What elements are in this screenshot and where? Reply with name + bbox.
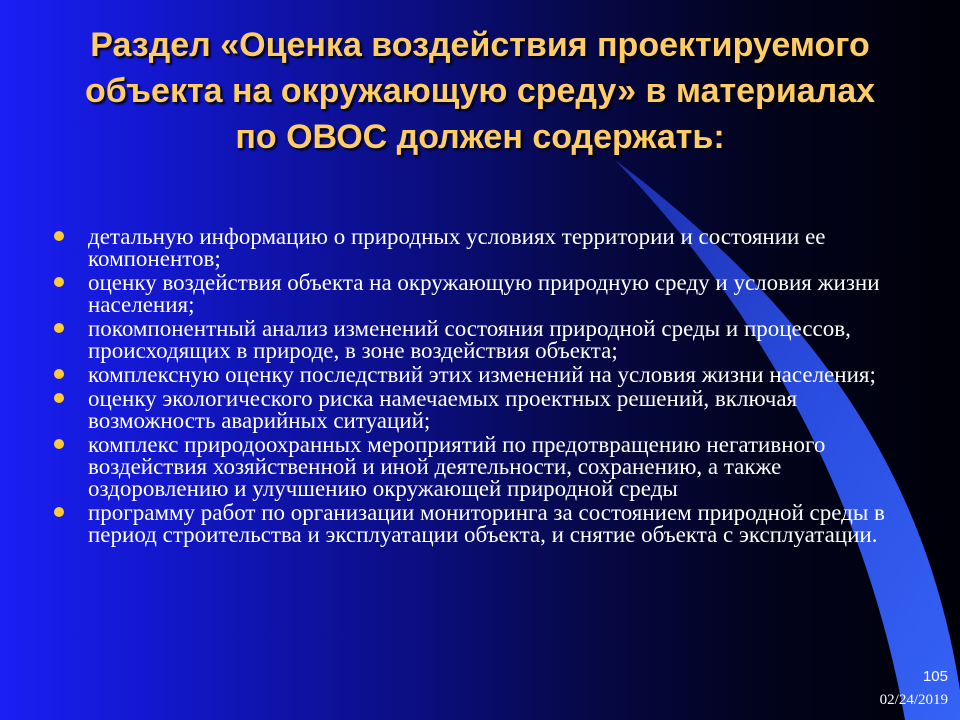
- list-item: [46, 434, 926, 500]
- bullet-dot-icon: [54, 231, 64, 241]
- list-item: [46, 388, 926, 432]
- bullet-text: оценку воздействия объекта на окружающую природную среду и условия жизни населения;: [88, 270, 880, 317]
- page-number: 105: [922, 668, 948, 685]
- list-item: [46, 502, 926, 546]
- bullet-text: комплексную оценку последствий этих изменений на условия жизни населения;: [88, 362, 876, 387]
- bullet-list: [46, 226, 926, 548]
- list-item: [46, 272, 926, 316]
- bullet-dot-icon: [54, 323, 64, 333]
- bullet-dot-icon: [54, 393, 64, 403]
- bullet-dot-icon: [54, 277, 64, 287]
- bullet-text: покомпонентный анализ изменений состояния природной среды и процессов, происходящих в природе, в зоне воздействия объекта;: [88, 316, 851, 363]
- bullet-text: оценку экологического риска намечаемых проектных решений, включая возможность аварийных ситуаций;: [88, 386, 798, 433]
- bullet-dot-icon: [54, 369, 64, 379]
- bullet-text: программу работ по организации мониторинга за состоянием природной среды в период строительства и эксплуатации объекта, и снятие объекта с эксплуатации.: [88, 500, 885, 547]
- slide-title: Раздел «Оценка воздействия проектируемого объекта на окружающую среду» в материалах по ОВОС должен содержать:: [84, 26, 876, 156]
- list-item: [46, 226, 926, 270]
- list-item: [46, 318, 926, 362]
- bullet-text: детальную информацию о природных условиях территории и состоянии ее компонентов;: [88, 224, 826, 271]
- bullet-dot-icon: [54, 507, 64, 517]
- list-item: [46, 364, 926, 386]
- slide-date: 02/24/2019: [879, 692, 948, 708]
- bullet-dot-icon: [54, 439, 64, 449]
- bullet-text: комплекс природоохранных мероприятий по предотвращению негативного воздействия хозяйственной и иной деятельности, сохранению, а также оздоровлению и улучшению окружающей природной среды: [88, 432, 826, 501]
